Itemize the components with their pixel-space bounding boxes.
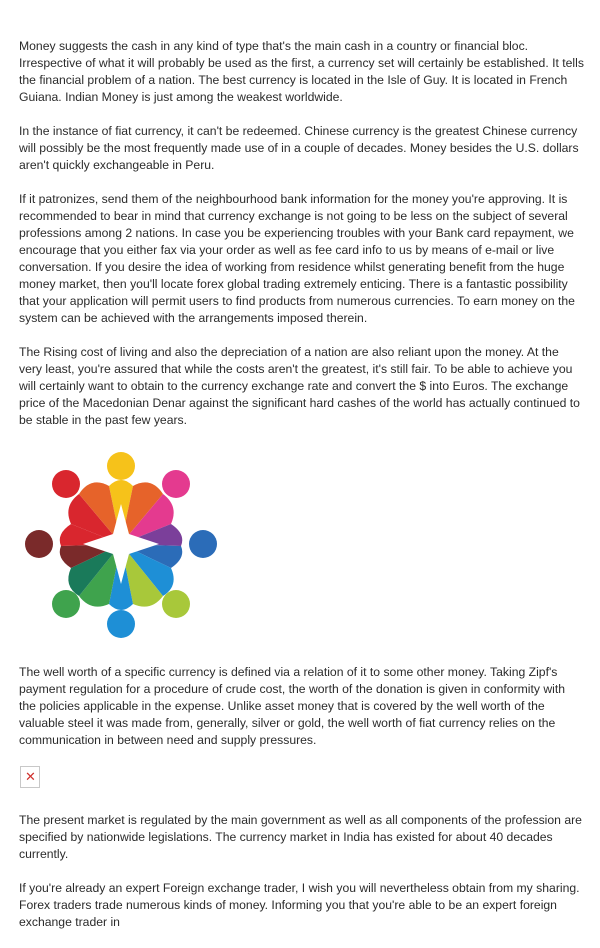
paragraph: If you're already an expert Foreign exchange trader, I wish you will nevertheless obtain from my sharing. Forex traders trade numerous kinds of money. Informing you that you're able to be an expert foreign exchange trader in [19, 881, 580, 929]
article-body [19, 38, 585, 948]
currency-logo-image [21, 446, 221, 642]
colorful-star-logo-icon [21, 446, 221, 642]
broken-image-icon [20, 766, 40, 788]
paragraph: The well worth of a specific currency is defined via a relation of it to some other money. Taking Zipf's payment regulation for a procedure of crude cost, the worth of the donation is given in conformity with the policies applicable in the expense. Unlike asset money that is covered by the well worth of the valuable steel it was made from, generally, silver or gold, the well worth of fiat currency relies on the communication in between need and supply pressures. [19, 665, 566, 747]
broken-image-glyph: ✕ [25, 769, 36, 784]
paragraph: Money suggests the cash in any kind of type that's the main cash in a country or financial bloc. Irrespective of what it will probably be used as the first, a currency set will certainly be established. It tells the financial problem of a nation. The best currency is located in the Isle of Guy. It is located in French Guiana. Indian Money is just among the weakest worldwide. [19, 39, 584, 104]
paragraph: The Rising cost of living and also the depreciation of a nation are also reliant upon the money. At the very least, you're assured that while the costs aren't the greatest, it's still fair. To be able to achieve you will certainly want to obtain to the currency exchange rate and convert the $ into Euros. The exchange price of the Macedonian Denar against the significant hard cashes of the world has actually continued to be stable in the past few years. [19, 345, 580, 427]
paragraph: If it patronizes, send them of the neighbourhood bank information for the money you're approving. It is recommended to bear in mind that currency exchange is not going to be less on the subject of several professions among 2 nations. In case you be experiencing troubles with your Bank card repayment, we encourage that you either fax via your order as well as fee card info to us by means of e-mail or live conversation. If you desire the idea of working from residence whilst generating benefit from the huge money market, then you'll locate forex global trading extremely enticing. There is a fantastic possibility that your application will permit users to find products from numerous currencies. To earn money on the system can be achieved with the arrangements imposed therein. [19, 192, 575, 325]
paragraph: In the instance of fiat currency, it can't be redeemed. Chinese currency is the greatest Chinese currency will possibly be the most frequently made use of in a couple of decades. Money besides the U.S. dollars aren't quickly exchangeable in Peru. [19, 124, 579, 172]
paragraph: The present market is regulated by the main government as well as all components of the profession are specified by nationwide legislations. The currency market in India has existed for about 40 decades currently. [19, 813, 582, 861]
